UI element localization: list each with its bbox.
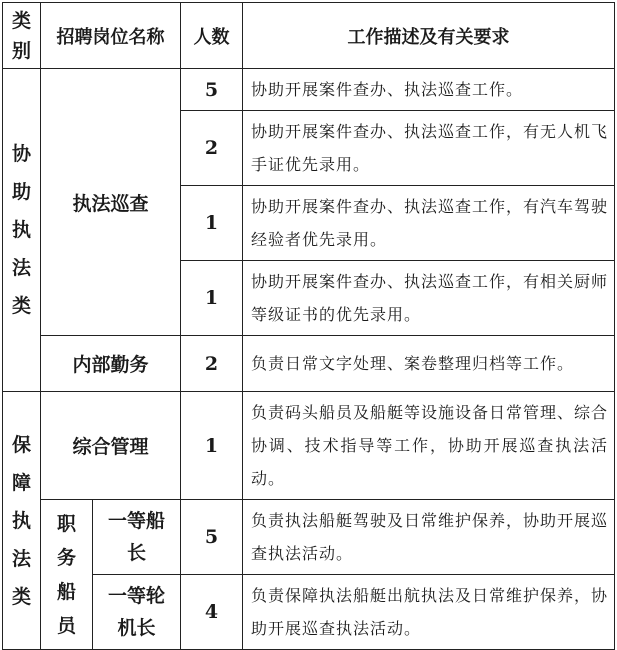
category-cell (3, 69, 41, 392)
count-cell: 5 (181, 500, 243, 575)
category-cell (3, 392, 41, 650)
header-row (3, 3, 615, 69)
description-cell: 负责码头船员及船艇等设施设备日常管理、综合协调、技术指导等工作，协助开展巡查执法活动。 (243, 392, 615, 500)
header-count: 人数 (181, 3, 243, 69)
header-position: 招聘岗位名称 (41, 3, 181, 69)
table-row (3, 392, 615, 500)
position-cell: 执法巡查 (41, 69, 181, 336)
count-cell: 1 (181, 392, 243, 500)
category-text: 协助执法类 (11, 143, 31, 317)
description-cell: 负责执法船艇驾驶及日常维护保养，协助开展巡查执法活动。 (243, 500, 615, 575)
description-cell: 协助开展案件查办、执法巡查工作。 (243, 69, 615, 111)
count-cell: 1 (181, 186, 243, 261)
recruitment-table (2, 2, 615, 650)
table-row (3, 336, 615, 392)
position-text: 一等轮机长 (107, 585, 165, 639)
header-category-text: 类别 (11, 9, 31, 62)
position-cell (93, 500, 181, 575)
category-text: 保障执法类 (11, 433, 31, 608)
group-cell (41, 500, 93, 650)
position-cell: 综合管理 (41, 392, 181, 500)
count-cell: 5 (181, 69, 243, 111)
count-cell: 4 (181, 575, 243, 650)
description-cell: 协助开展案件查办、执法巡查工作，有相关厨师等级证书的优先录用。 (243, 261, 615, 336)
group-text: 职务船员 (56, 512, 76, 637)
description-cell: 协助开展案件查办、执法巡查工作，有汽车驾驶经验者优先录用。 (243, 186, 615, 261)
count-cell: 1 (181, 261, 243, 336)
header-description: 工作描述及有关要求 (243, 3, 615, 69)
position-text: 一等船长 (107, 510, 165, 564)
description-cell: 负责日常文字处理、案卷整理归档等工作。 (243, 336, 615, 392)
count-cell: 2 (181, 111, 243, 186)
table-row (3, 500, 615, 575)
count-cell: 2 (181, 336, 243, 392)
description-cell: 协助开展案件查办、执法巡查工作，有无人机飞手证优先录用。 (243, 111, 615, 186)
description-cell: 负责保障执法船艇出航执法及日常维护保养，协助开展巡查执法活动。 (243, 575, 615, 650)
table-row (3, 69, 615, 111)
table-row (3, 575, 615, 650)
header-category (3, 3, 41, 69)
position-cell (93, 575, 181, 650)
position-cell: 内部勤务 (41, 336, 181, 392)
